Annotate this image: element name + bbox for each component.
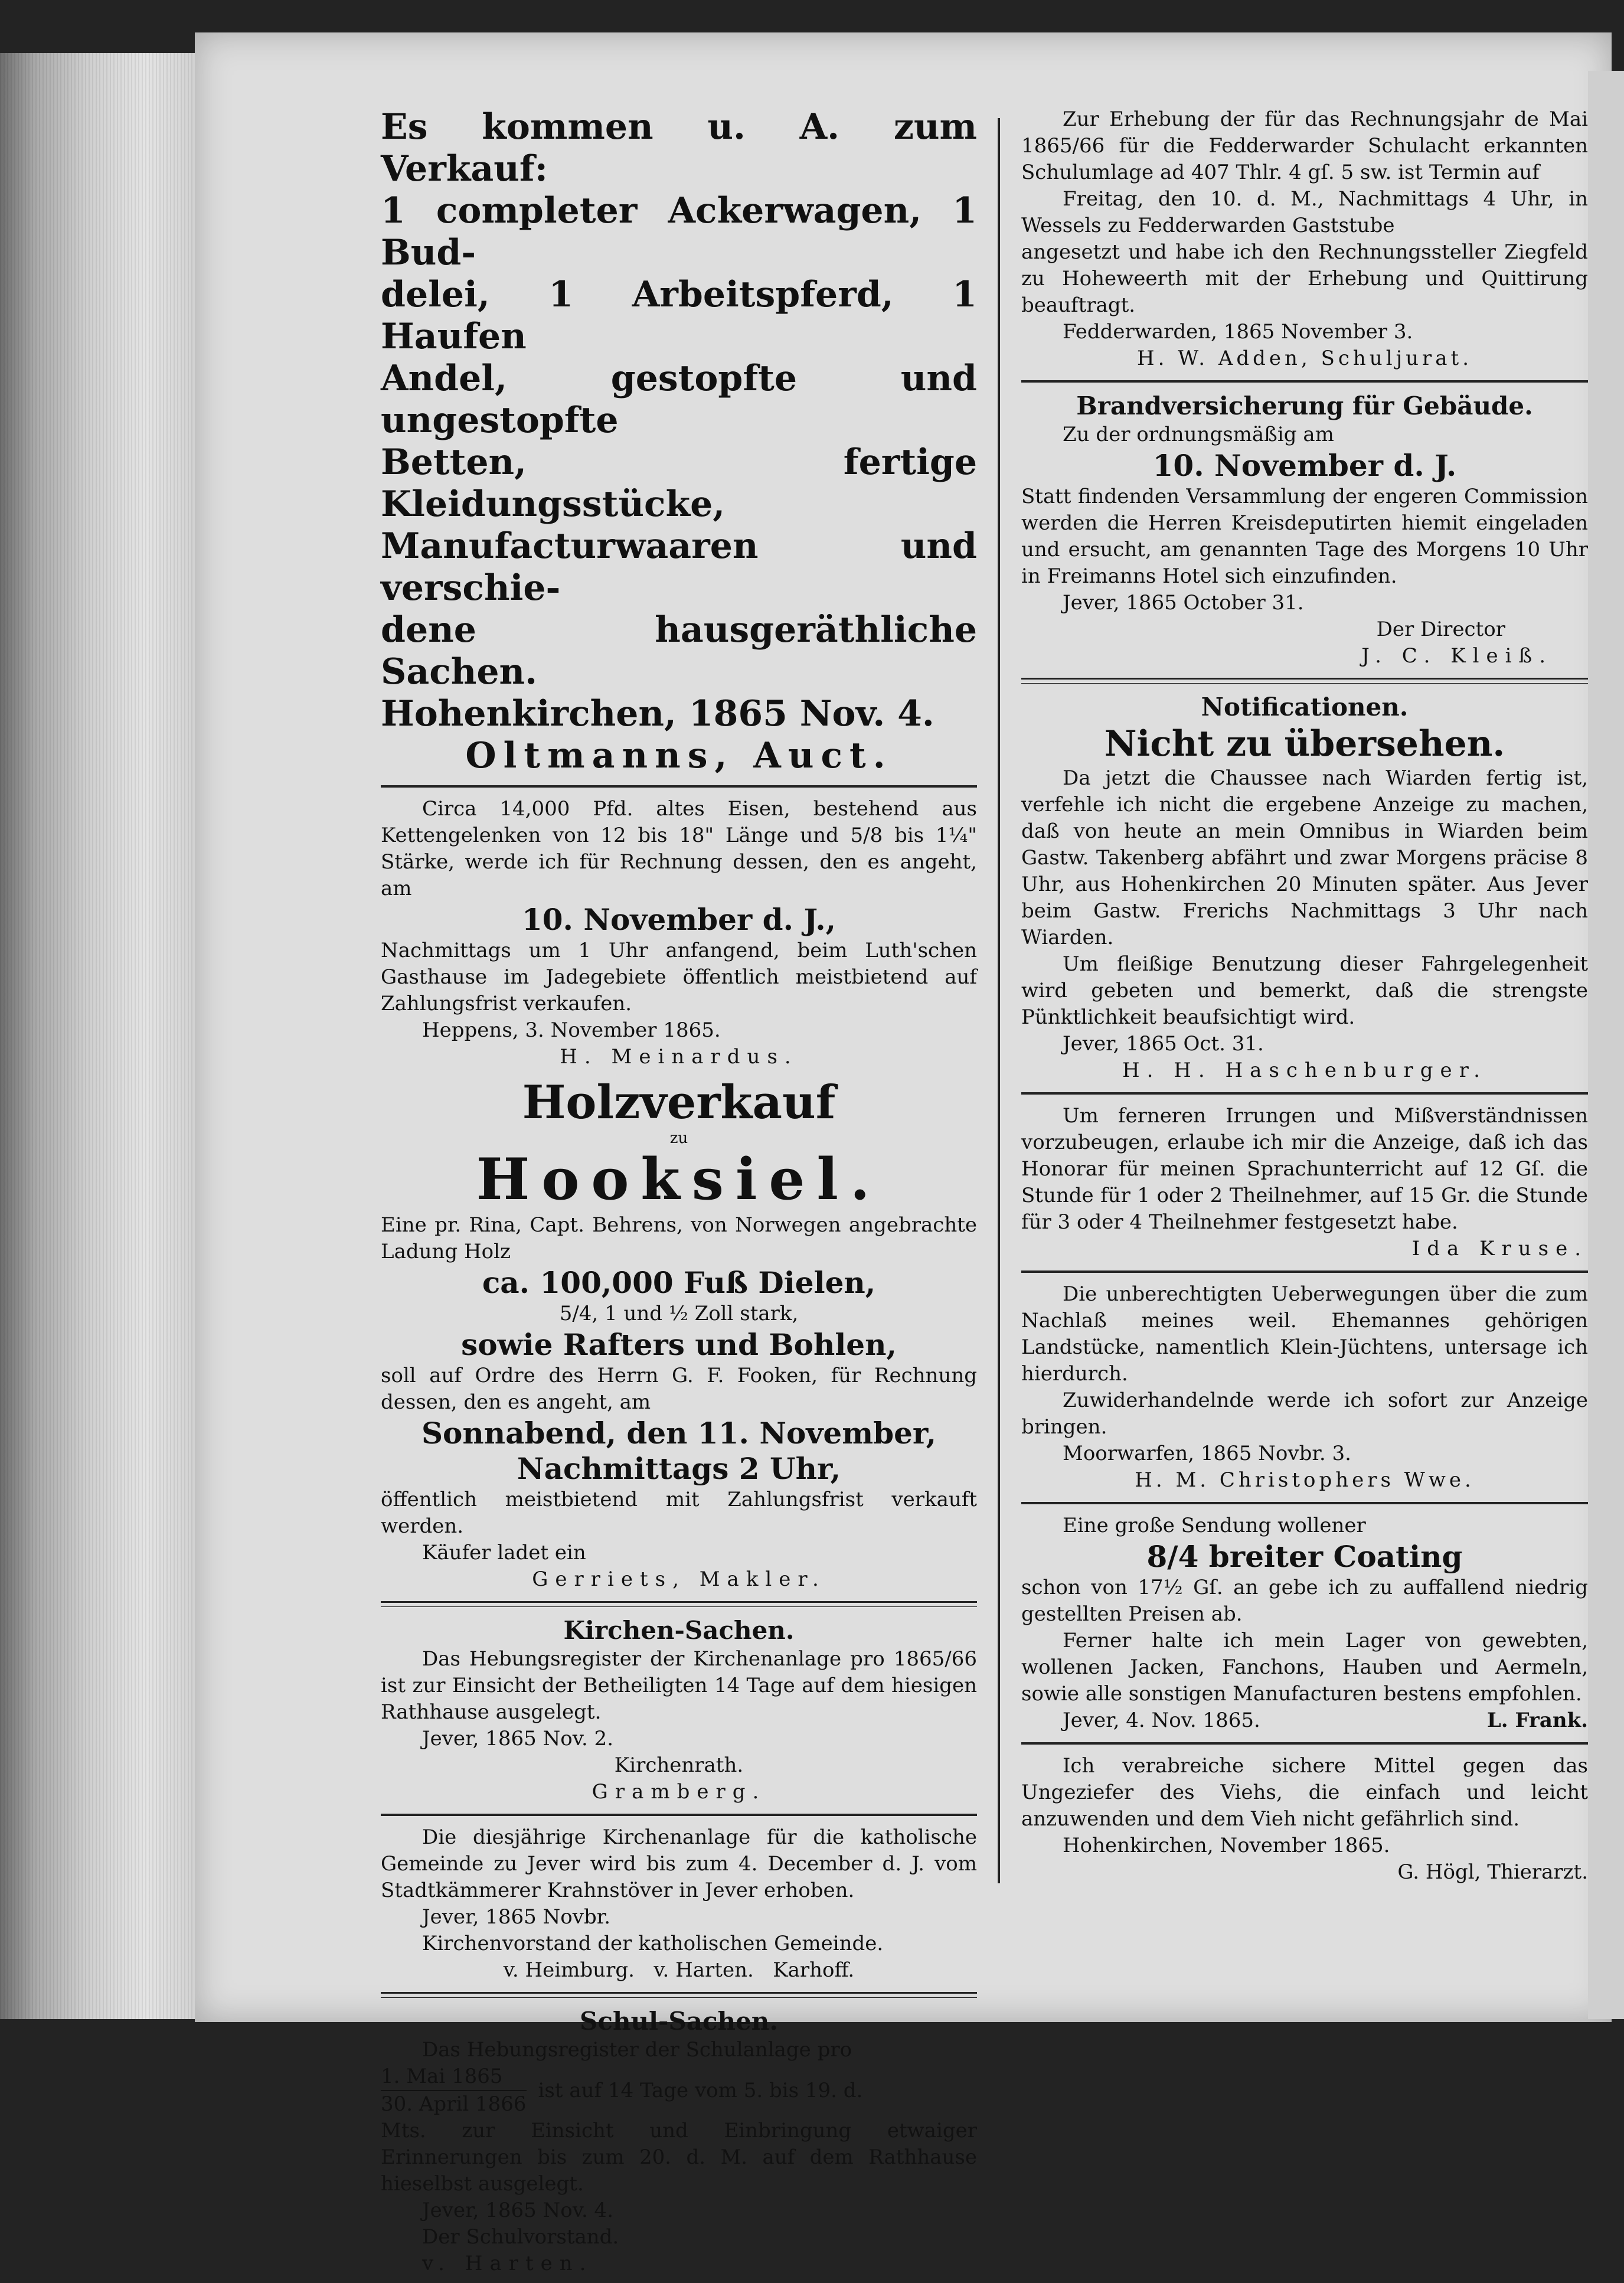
ad-line: Betten, fertige Kleidungsstücke, [381, 442, 977, 525]
section-title: Kirchen-Sachen. [563, 1616, 795, 1645]
ad-place-date: Jever, 1865 Novbr. [422, 1905, 611, 1929]
ad-org: Kirchenvorstand der katholischen Gemeinde. [422, 1932, 884, 1955]
ad-holzverkauf [381, 1076, 977, 1593]
ad-headline: ca. 100,000 Fuß Dielen, [482, 1265, 876, 1300]
ad-iron-sale [381, 796, 977, 1070]
ad-place-date: Hohenkirchen, November 1865. [1063, 1834, 1390, 1857]
ad-signature: H. Meinardus. [560, 1045, 798, 1069]
ad-text: Käufer ladet ein [422, 1541, 586, 1565]
ad-signature: J. C. Kleiß. [1361, 644, 1553, 668]
ad-line: dene hausgeräthliche Sachen. [381, 609, 977, 693]
section-title: Notificationen. [1201, 693, 1409, 721]
ad-text: Die unberechtigten Ueberwegungen über die zum Nachlaß meines weil. Ehemannes gehörigen Landstücke, namentlich Klein-Jüchtens, untersage ich hierdurch. [1021, 1282, 1588, 1386]
ad-text: 5/4, 1 und ½ Zoll stark, [559, 1302, 799, 1325]
ad-brandversicherung [1021, 391, 1588, 669]
ad-text: öffentlich meistbietend mit Zahlungsfrist verkauft werden. [381, 1488, 977, 1538]
ad-footer [1021, 1707, 1588, 1734]
ad-headline: sowie Rafters und Bohlen, [461, 1327, 897, 1362]
ad-text: Zur Erhebung der für das Rechnungsjahr de Mai 1865/66 für die Fedderwarder Schulacht erkannten Schulumlage ad 407 Thlr. 4 gſ. 5 sw. ist Termin auf [1021, 107, 1588, 184]
ad-headline: 8/4 breiter Coating [1146, 1539, 1463, 1574]
separator-rule [381, 1814, 977, 1816]
ad-signature: v. Harten. [422, 2252, 593, 2275]
book-page-edges [0, 53, 195, 2019]
ad-schul-sachen [381, 2006, 977, 2277]
ad-landstuecke [1021, 1281, 1588, 1494]
ad-kirchen-sachen [381, 1615, 977, 1805]
right-column [1021, 106, 1588, 1892]
section-title: Schul-Sachen. [580, 2007, 778, 2036]
ad-text: Statt findenden Versammlung der engeren Commission werden die Herren Kreisdeputirten hiemit eingeladen und ersucht, am genannten Tage des Morgens 10 Uhr in Freimanns Hotel sich einzufinden. [1021, 485, 1588, 588]
ad-line: Es kommen u. A. zum Verkauf: [381, 106, 977, 190]
ad-schulumlage-fedderwarden [1021, 106, 1588, 372]
ad-ungeziefer [1021, 1753, 1588, 1886]
ad-title: Brandversicherung für Gebäude. [1076, 391, 1533, 420]
ad-place-date: Heppens, 3. November 1865. [422, 1018, 721, 1042]
ad-auction-hohenkirchen [381, 106, 977, 777]
ad-sprachunterricht [1021, 1103, 1588, 1262]
ad-headline: Sonnabend, den 11. November, [421, 1416, 937, 1451]
ad-text: Freitag, den 10. d. M., Nachmittags 4 Uhr, in Wessels zu Fedderwarden Gaststube [1021, 187, 1588, 237]
ad-place-date: Jever, 1865 Nov. 2. [422, 1727, 613, 1750]
separator-rule [1021, 1092, 1588, 1095]
ad-text: Nachmittags um 1 Uhr anfangend, beim Luth'schen Gasthause im Jadegebiete öffentlich meistbietend auf Zahlungsfrist verkaufen. [381, 939, 977, 1015]
ad-text: Eine pr. Rina, Capt. Behrens, von Norwegen angebrachte Ladung Holz [381, 1213, 977, 1263]
ad-place-title: Hooksiel. [476, 1146, 882, 1213]
ad-text: Mts. zur Einsicht und Einbringung etwaiger Erinnerungen bis zum 20. d. M. auf dem Rathhause hieselbst ausgelegt. [381, 2119, 977, 2196]
ad-text: Zuwiderhandelnde werde ich sofort zur Anzeige bringen. [1021, 1389, 1588, 1439]
ad-signature: Oltmanns, Auct. [465, 735, 893, 776]
ad-org: Kirchenrath. [614, 1753, 744, 1777]
ad-place-date: Fedderwarden, 1865 November 3. [1063, 320, 1413, 344]
separator-rule [1021, 1270, 1588, 1273]
ad-signature: L. Frank. [1486, 1709, 1588, 1732]
ad-omnibus [1021, 692, 1588, 1084]
separator-rule [381, 1992, 977, 1998]
ad-date: 10. November d. J., [521, 902, 836, 937]
ad-text: Circa 14,000 Pfd. altes Eisen, bestehend aus Kettengelenken von 12 bis 18" Länge und 5/8 bis 1¼" Stärke, werde ich für Rechnung dessen, den es angeht, am [381, 797, 977, 900]
ad-title: Nicht zu übersehen. [1104, 723, 1505, 765]
ad-line: 1 completer Ackerwagen, 1 Bud- [381, 190, 977, 273]
ad-catholic-church [381, 1824, 977, 1984]
ad-signature: H. W. Adden, Schuljurat. [1136, 347, 1473, 370]
ad-line: Andel, gestopfte und ungestopfte [381, 358, 977, 441]
ad-line: Manufacturwaaren und verschie- [381, 525, 977, 609]
ad-headline: Nachmittags 2 Uhr, [517, 1451, 841, 1486]
ad-place-date: Jever, 1865 Oct. 31. [1063, 1032, 1264, 1056]
ad-signature: v. Heimburg. v. Harten. Karhoff. [503, 1958, 855, 1982]
ad-signature: H. M. Christophers Wwe. [1135, 1468, 1475, 1492]
left-column [381, 106, 977, 2283]
ad-line: delei, 1 Arbeitspferd, 1 Haufen [381, 274, 977, 357]
ad-coating [1021, 1513, 1588, 1734]
separator-rule [1021, 380, 1588, 383]
ad-text: Um ferneren Irrungen und Mißverständnissen vorzubeugen, erlaube ich mir die Anzeige, daß ich das Honorar für meinen Sprachunterricht auf 12 Gſ. die Stunde für 1 oder 2 Theilnehmer, auf 15 Gr. die Stunde für 3 oder 4 Theilnehmer festgesetzt habe. [1021, 1104, 1588, 1234]
fraction-top: 1. Mai 1865 [381, 2063, 527, 2091]
ad-text: Das Hebungsregister der Kirchenanlage pro 1865/66 ist zur Einsicht der Betheiligten 14 Tage auf dem hiesigen Rathhause ausgelegt. [381, 1647, 977, 1724]
separator-rule [1021, 1742, 1588, 1745]
ad-text: Eine große Sendung wollener [1063, 1514, 1366, 1537]
ad-org: Der Schulvorstand. [422, 2225, 619, 2249]
ad-place-date: Moorwarfen, 1865 Novbr. 3. [1063, 1442, 1351, 1465]
ad-line: Hohenkirchen, 1865 Nov. 4. [381, 693, 934, 734]
ad-place-date: Jever, 1865 October 31. [1063, 591, 1304, 615]
ad-text: Da jetzt die Chaussee nach Wiarden fertig ist, verfehle ich nicht die ergebene Anzeige zu machen, daß von heute an mein Omnibus in Wiarden beim Gastw. Takenberg abfährt und zwar Morgens präcise 8 Uhr, aus Hohenkirchen 20 Minuten später. Aus Jever beim Gastw. Frerichs Nachmittags 3 Uhr nach Wiarden. [1021, 766, 1588, 949]
ad-text: Das Hebungsregister der Schulanlage pro [422, 2038, 852, 2062]
separator-rule [381, 785, 977, 788]
fiscal-period [381, 2063, 977, 2118]
facing-page-edge [1588, 71, 1624, 2019]
ad-text: Ferner halte ich mein Lager von gewebten, wollenen Jacken, Fanchons, Hauben und Aermeln, sowie alle sonstigen Manufacturen bestens empfohlen. [1021, 1629, 1588, 1706]
column-divider [998, 118, 1000, 1883]
separator-rule [1021, 678, 1588, 684]
ad-signature: Gramberg. [592, 1780, 766, 1804]
ad-org: Der Director [1376, 618, 1505, 641]
ad-text: Die diesjährige Kirchenanlage für die katholische Gemeinde zu Jever wird bis zum 4. December d. J. vom Stadtkämmerer Krahnstöver in Jever erhoben. [381, 1825, 977, 1902]
ad-text: angesetzt und habe ich den Rechnungssteller Ziegfeld zu Hoheweerth mit der Erhebung und Quittirung beauftragt. [1021, 240, 1588, 317]
separator-rule [381, 1601, 977, 1607]
fiscal-fraction [381, 2063, 527, 2118]
ad-signature: G. Högl, Thierarzt. [1397, 1860, 1588, 1884]
ad-subtitle: zu [669, 1129, 688, 1147]
ad-date: 10. November d. J. [1152, 448, 1457, 483]
ad-text: soll auf Ordre des Herrn G. F. Fooken, für Rechnung dessen, den es angeht, am [381, 1364, 977, 1414]
ad-text: schon von 17½ Gſ. an gebe ich zu auffallend niedrig gestellten Preisen ab. [1021, 1576, 1588, 1626]
fraction-bottom: 30. April 1866 [381, 2092, 527, 2116]
separator-rule [1021, 1502, 1588, 1504]
ad-text: Zu der ordnungsmäßig am [1063, 423, 1334, 446]
ad-place-date: Jever, 4. Nov. 1865. [1063, 1709, 1260, 1732]
ad-title: Holzverkauf [522, 1076, 836, 1129]
ad-signature: Ida Kruse. [1411, 1237, 1588, 1260]
ad-signature: H. H. Haschenburger. [1122, 1059, 1487, 1082]
ad-signature: Gerriets, Makler. [532, 1567, 826, 1591]
ad-place-date: Jever, 1865 Nov. 4. [422, 2199, 613, 2222]
ad-text: ist auf 14 Tage vom 5. bis 19. d. [538, 2078, 863, 2102]
ad-text: Um fleißige Benutzung dieser Fahrgelegenheit wird gebeten und bemerkt, daß die strengste Pünktlichkeit beaufsichtigt wird. [1021, 952, 1588, 1029]
ad-text: Ich verabreiche sichere Mittel gegen das Ungeziefer des Viehs, die einfach und leicht anzuwenden und dem Vieh nicht gefährlich sind. [1021, 1754, 1588, 1831]
